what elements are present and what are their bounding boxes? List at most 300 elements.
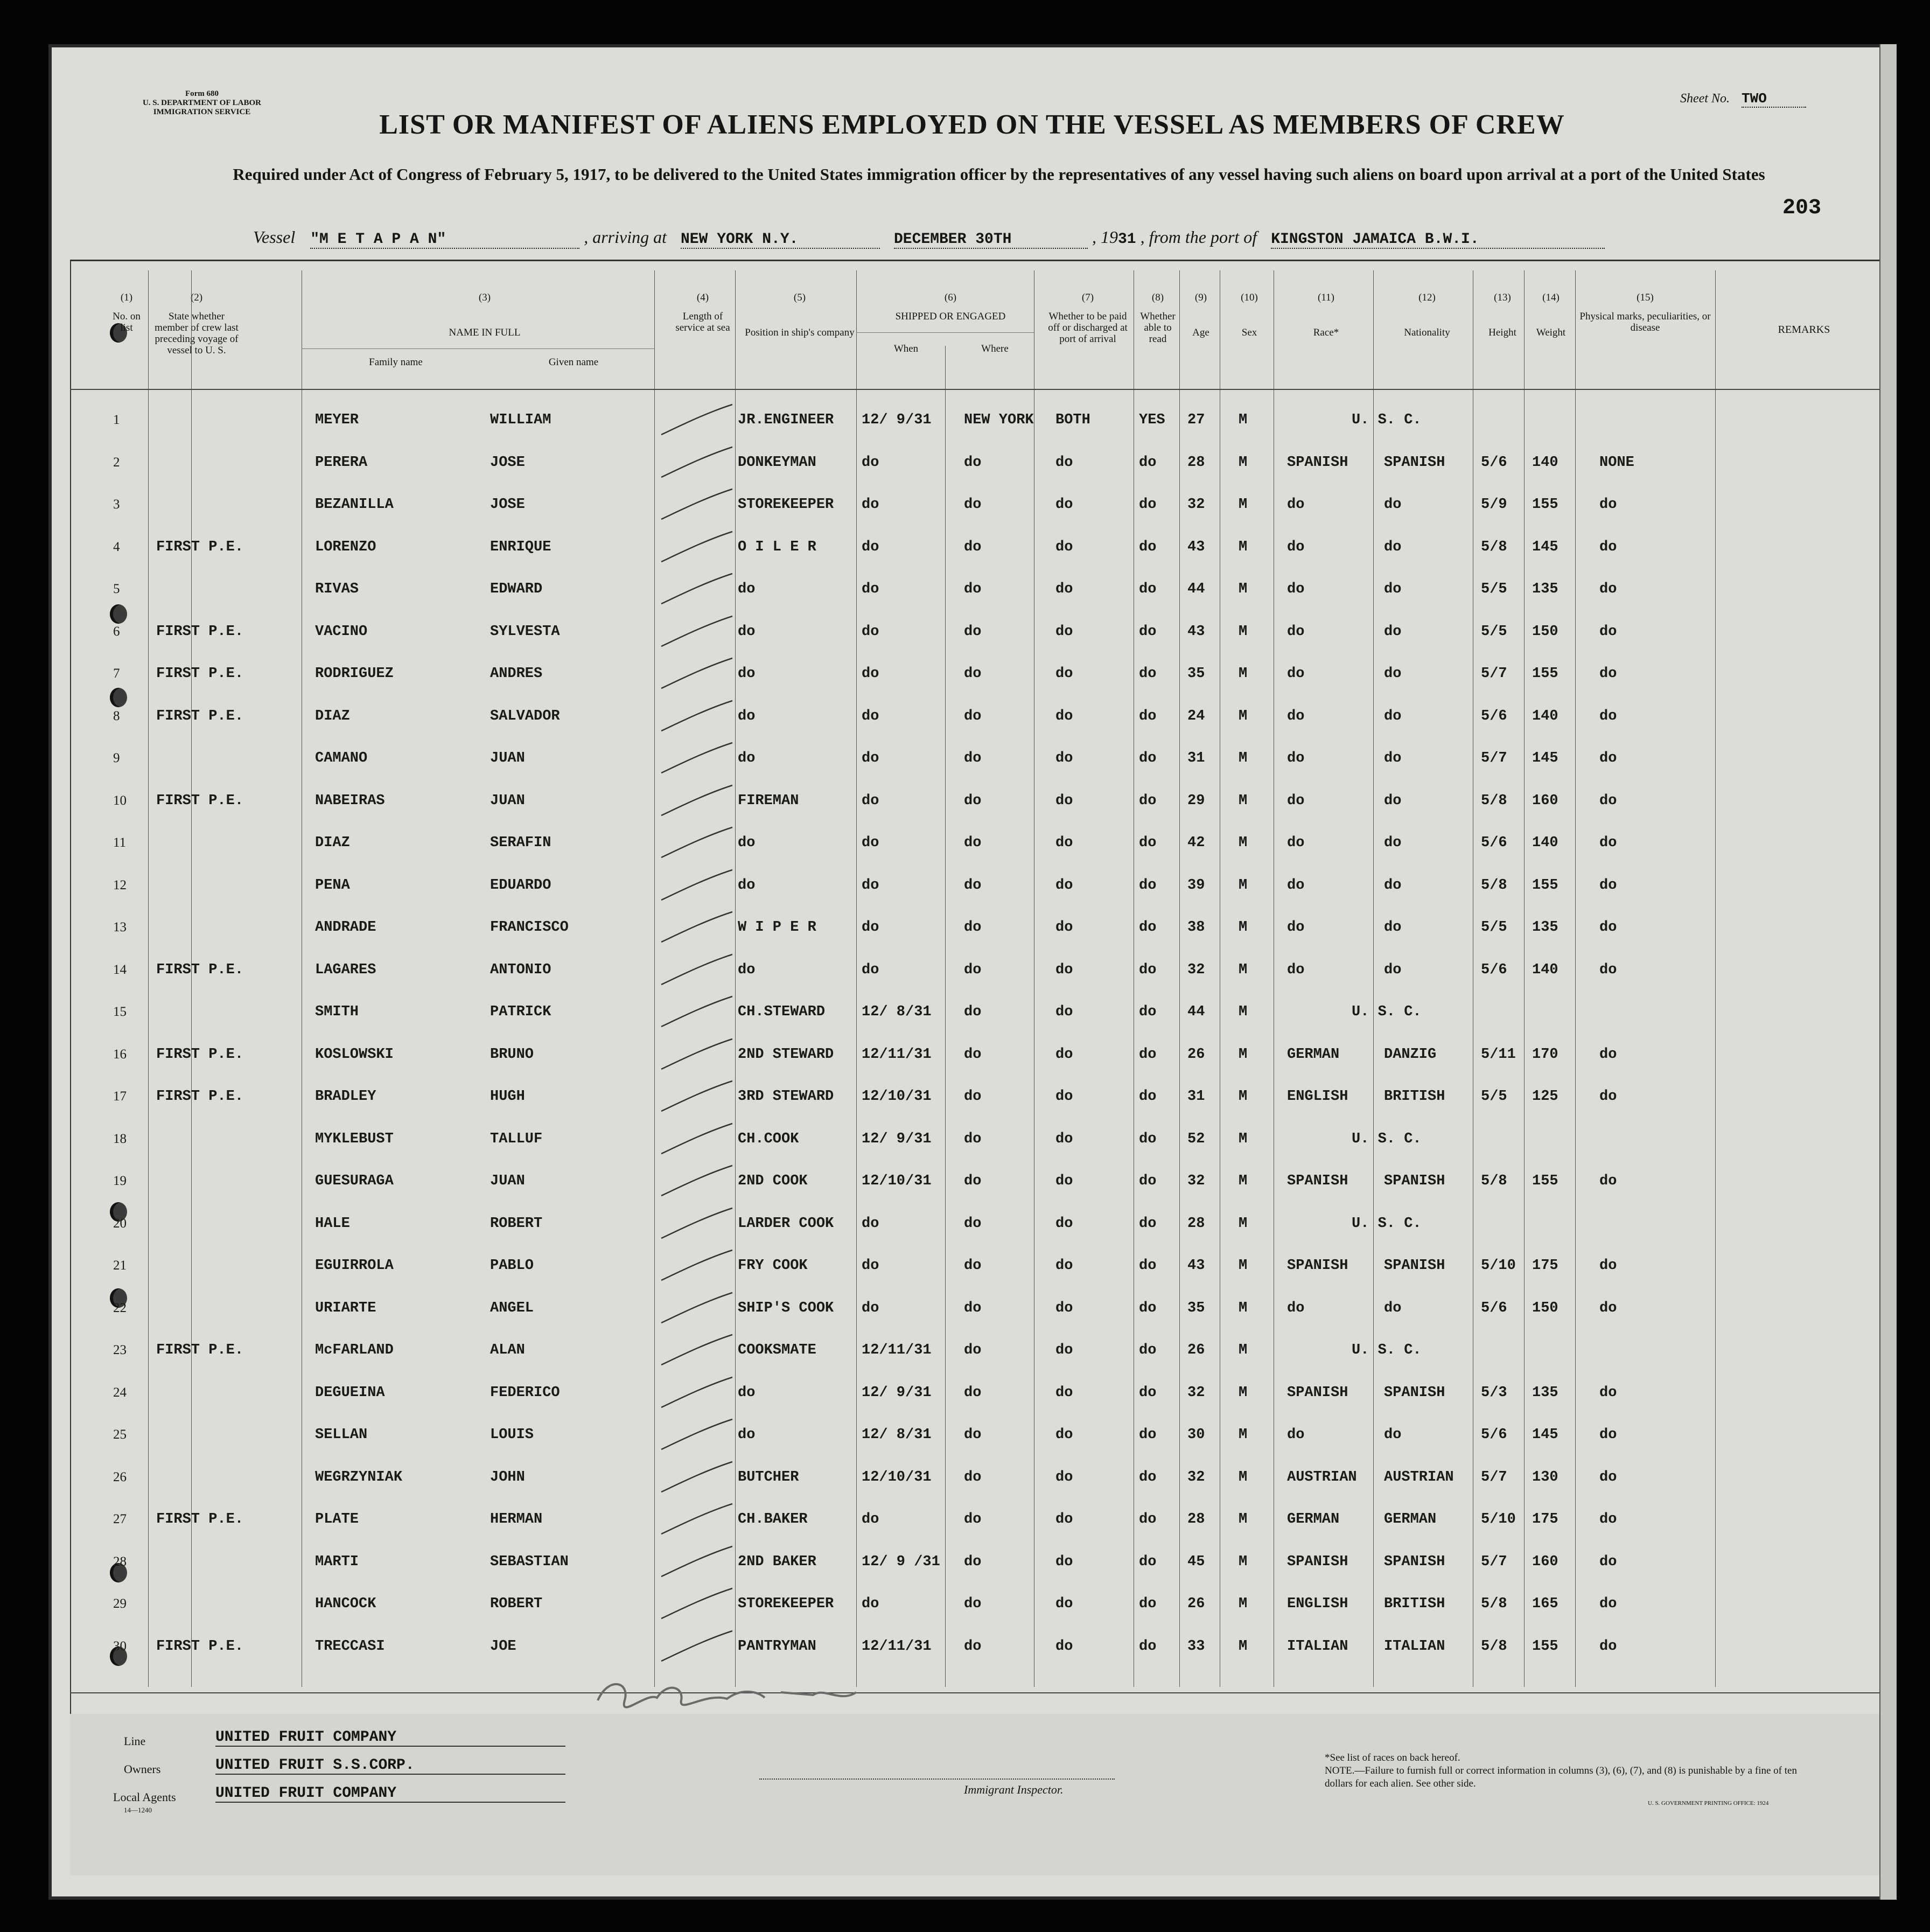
able-to-read: do xyxy=(1139,1427,1157,1443)
sex: M xyxy=(1239,1173,1248,1189)
agents-value: UNITED FRUIT COMPANY xyxy=(215,1785,565,1803)
check-mark-stroke xyxy=(657,402,738,440)
sex: M xyxy=(1239,1089,1248,1105)
check-mark-stroke xyxy=(657,656,738,694)
check-mark-stroke xyxy=(657,1460,738,1497)
weight: 175 xyxy=(1532,1258,1558,1274)
given-name: ANGEL xyxy=(490,1300,534,1316)
able-to-read: do xyxy=(1139,581,1157,597)
col-label: Length of service at sea xyxy=(675,311,730,333)
previous-voyage: FIRST P.E. xyxy=(156,1089,244,1105)
able-to-read: do xyxy=(1139,877,1157,894)
family-name: SELLAN xyxy=(315,1427,368,1443)
sex: M xyxy=(1239,1342,1248,1358)
sex: M xyxy=(1239,1553,1248,1570)
col-label: Height xyxy=(1488,327,1516,338)
physical-marks: do xyxy=(1599,961,1617,978)
weight: 140 xyxy=(1532,835,1558,851)
row-number: 7 xyxy=(113,666,120,681)
race: U. S. C. xyxy=(1352,1004,1422,1020)
age: 44 xyxy=(1187,1004,1205,1020)
able-to-read: do xyxy=(1139,454,1157,471)
table-row xyxy=(48,1248,1928,1289)
col-marks-header xyxy=(1578,292,1712,333)
height: 5/8 xyxy=(1481,877,1507,894)
sex: M xyxy=(1239,497,1248,513)
given-name: JUAN xyxy=(490,1173,525,1189)
shipped-where: NEW YORK xyxy=(964,412,1034,428)
race: do xyxy=(1287,666,1305,682)
paid-off: do xyxy=(1055,497,1073,513)
shipped-where: do xyxy=(964,1427,982,1443)
shipped-where: do xyxy=(964,1342,982,1358)
age: 27 xyxy=(1187,412,1205,428)
age: 26 xyxy=(1187,1596,1205,1612)
age: 43 xyxy=(1187,539,1205,555)
given-name: JOHN xyxy=(490,1469,525,1485)
col-label: Weight xyxy=(1536,327,1566,338)
age: 43 xyxy=(1187,623,1205,640)
weight: 155 xyxy=(1532,1638,1558,1655)
row-number: 6 xyxy=(113,624,120,639)
col-number: (1) xyxy=(120,292,133,303)
position: LARDER COOK xyxy=(738,1215,834,1232)
col-service-header xyxy=(668,292,738,333)
family-name: HALE xyxy=(315,1215,350,1232)
weight: 130 xyxy=(1532,1469,1558,1485)
physical-marks: do xyxy=(1599,1553,1617,1570)
age: 32 xyxy=(1187,961,1205,978)
height: 5/8 xyxy=(1481,539,1507,555)
check-mark-stroke xyxy=(657,571,738,609)
race: GERMAN xyxy=(1287,1046,1340,1063)
nationality: do xyxy=(1384,1300,1402,1316)
check-mark-stroke xyxy=(657,1417,738,1455)
sex: M xyxy=(1239,1427,1248,1443)
height: 5/8 xyxy=(1481,1173,1507,1189)
line-row xyxy=(124,1724,662,1752)
paid-off: do xyxy=(1055,666,1073,682)
col-number: (10) xyxy=(1241,292,1258,303)
given-name: FEDERICO xyxy=(490,1384,560,1401)
position: STOREKEEPER xyxy=(738,497,834,513)
family-name: RIVAS xyxy=(315,581,359,597)
paid-off: do xyxy=(1055,1553,1073,1570)
position: 3RD STEWARD xyxy=(738,1089,834,1105)
shipped-where: do xyxy=(964,1173,982,1189)
row-number: 8 xyxy=(113,708,120,723)
sex: M xyxy=(1239,835,1248,851)
sheet-label: Sheet No. xyxy=(1680,92,1730,106)
family-name: PENA xyxy=(315,877,350,894)
previous-voyage: FIRST P.E. xyxy=(156,623,244,640)
physical-marks: do xyxy=(1599,1046,1617,1063)
shipped-where: do xyxy=(964,1553,982,1570)
race: SPANISH xyxy=(1287,1173,1348,1189)
able-to-read: do xyxy=(1139,1046,1157,1063)
race: do xyxy=(1287,1300,1305,1316)
shipped-when: do xyxy=(862,454,879,471)
weight: 145 xyxy=(1532,1427,1558,1443)
position: do xyxy=(738,835,756,851)
col-remarks-header: REMARKS xyxy=(1778,324,1830,336)
sex: M xyxy=(1239,961,1248,978)
paid-off: do xyxy=(1055,581,1073,597)
sex: M xyxy=(1239,1596,1248,1612)
check-mark-stroke xyxy=(657,1375,738,1413)
line-label: Line xyxy=(124,1734,146,1748)
age: 52 xyxy=(1187,1131,1205,1147)
paid-off: do xyxy=(1055,1258,1073,1274)
age: 26 xyxy=(1187,1046,1205,1063)
able-to-read: do xyxy=(1139,1300,1157,1316)
col-number: (5) xyxy=(793,292,806,303)
form-label: Form 680 xyxy=(185,89,219,98)
race-note: *See list of races on back hereof. xyxy=(1325,1752,1460,1763)
weight: 155 xyxy=(1532,497,1558,513)
sheet-value: TWO xyxy=(1742,90,1806,108)
table-row xyxy=(48,1121,1928,1162)
weight: 150 xyxy=(1532,1300,1558,1316)
sheet-number xyxy=(1680,90,1806,108)
col-label: Position in ship's company xyxy=(745,327,855,338)
paid-off: do xyxy=(1055,1384,1073,1401)
check-mark-stroke xyxy=(657,699,738,736)
paid-off: do xyxy=(1055,1638,1073,1655)
previous-voyage: FIRST P.E. xyxy=(156,1511,244,1528)
weight: 170 xyxy=(1532,1046,1558,1063)
nationality: do xyxy=(1384,539,1402,555)
previous-voyage: FIRST P.E. xyxy=(156,708,244,724)
family-name: HANCOCK xyxy=(315,1596,376,1612)
check-mark-stroke xyxy=(657,1163,738,1201)
table-row xyxy=(48,825,1928,866)
given-name: JOE xyxy=(490,1638,516,1655)
table-row xyxy=(48,402,1928,443)
row-number: 27 xyxy=(113,1512,127,1526)
family-name: CAMANO xyxy=(315,750,368,766)
sex: M xyxy=(1239,1300,1248,1316)
row-number: 23 xyxy=(113,1343,127,1357)
shipped-where: do xyxy=(964,666,982,682)
family-name: URIARTE xyxy=(315,1300,376,1316)
check-mark-stroke xyxy=(657,1586,738,1624)
position: 2ND COOK xyxy=(738,1173,808,1189)
shipped-when: 12/ 9 /31 xyxy=(862,1553,940,1570)
table-row xyxy=(48,994,1928,1035)
check-mark-stroke xyxy=(657,1121,738,1159)
paid-off: do xyxy=(1055,1596,1073,1612)
height: 5/7 xyxy=(1481,750,1507,766)
race: AUSTRIAN xyxy=(1287,1469,1357,1485)
given-name: JOSE xyxy=(490,454,525,471)
row-number: 16 xyxy=(113,1047,127,1062)
position: BUTCHER xyxy=(738,1469,799,1485)
from-label: , from the port of xyxy=(1140,227,1257,247)
race: U. S. C. xyxy=(1352,1131,1422,1147)
shipped-when: do xyxy=(862,539,879,555)
position: W I P E R xyxy=(738,919,816,936)
position: 2ND BAKER xyxy=(738,1553,816,1570)
col-number: (7) xyxy=(1081,292,1094,303)
physical-marks: do xyxy=(1599,1596,1617,1612)
col-where-header: Where xyxy=(981,343,1009,354)
given-name: JOSE xyxy=(490,497,525,513)
shipped-when: do xyxy=(862,581,879,597)
row-number: 29 xyxy=(113,1596,127,1611)
able-to-read: do xyxy=(1139,539,1157,555)
arrival-port: NEW YORK N.Y. xyxy=(681,231,880,249)
nationality: do xyxy=(1384,581,1402,597)
physical-marks: do xyxy=(1599,1469,1617,1485)
col-number: (2) xyxy=(190,292,203,303)
check-mark-stroke xyxy=(657,1291,738,1328)
previous-voyage: FIRST P.E. xyxy=(156,539,244,555)
position: COOKSMATE xyxy=(738,1342,816,1358)
family-name: PLATE xyxy=(315,1511,359,1528)
nationality: ITALIAN xyxy=(1384,1638,1445,1655)
able-to-read: do xyxy=(1139,1469,1157,1485)
age: 43 xyxy=(1187,1258,1205,1274)
sex: M xyxy=(1239,1469,1248,1485)
family-name: BRADLEY xyxy=(315,1089,376,1105)
check-mark-stroke xyxy=(657,868,738,905)
able-to-read: do xyxy=(1139,1131,1157,1147)
sex: M xyxy=(1239,792,1248,809)
col-number: (14) xyxy=(1542,292,1560,303)
able-to-read: do xyxy=(1139,1173,1157,1189)
page-subtitle: Required under Act of Congress of February 5, 1917, to be delivered to the United States immigration officer by the representatives of any vessel having such aliens on board upon arrival at a port of the United States xyxy=(233,165,1765,184)
age: 29 xyxy=(1187,792,1205,809)
age: 28 xyxy=(1187,1511,1205,1528)
position: CH.STEWARD xyxy=(738,1004,826,1020)
age: 28 xyxy=(1187,1215,1205,1232)
paid-off: do xyxy=(1055,623,1073,640)
paid-off: do xyxy=(1055,750,1073,766)
paid-off: do xyxy=(1055,961,1073,978)
able-to-read: do xyxy=(1139,708,1157,724)
col-label: No. on list xyxy=(113,311,141,333)
age: 33 xyxy=(1187,1638,1205,1655)
given-name: JUAN xyxy=(490,750,525,766)
family-name: BEZANILLA xyxy=(315,497,394,513)
row-number: 3 xyxy=(113,497,120,512)
able-to-read: do xyxy=(1139,1215,1157,1232)
age: 38 xyxy=(1187,919,1205,936)
family-name: VACINO xyxy=(315,623,368,640)
page-title: LIST OR MANIFEST OF ALIENS EMPLOYED ON THE VESSEL AS MEMBERS OF CREW xyxy=(379,109,1565,140)
shipped-where: do xyxy=(964,454,982,471)
family-name: LORENZO xyxy=(315,539,376,555)
race: ENGLISH xyxy=(1287,1596,1348,1612)
row-number: 15 xyxy=(113,1005,127,1019)
given-name: SEBASTIAN xyxy=(490,1553,569,1570)
col-label: State whether member of crew last preceding voyage of vessel to U. S. xyxy=(155,311,239,356)
check-mark-stroke xyxy=(657,445,738,483)
check-mark-stroke xyxy=(657,1544,738,1582)
shipped-when: 12/ 8/31 xyxy=(862,1004,932,1020)
race: SPANISH xyxy=(1287,1258,1348,1274)
race: U. S. C. xyxy=(1352,412,1422,428)
shipped-where: do xyxy=(964,1300,982,1316)
row-number: 20 xyxy=(113,1216,127,1231)
height: 5/7 xyxy=(1481,1469,1507,1485)
age: 42 xyxy=(1187,835,1205,851)
shipped-where: do xyxy=(964,1258,982,1274)
able-to-read: do xyxy=(1139,1089,1157,1105)
weight: 135 xyxy=(1532,581,1558,597)
col-number: (15) xyxy=(1637,292,1654,303)
shipped-when: 12/ 8/31 xyxy=(862,1427,932,1443)
physical-marks: do xyxy=(1599,792,1617,809)
shipped-where: do xyxy=(964,792,982,809)
nationality: SPANISH xyxy=(1384,1384,1445,1401)
nationality: do xyxy=(1384,792,1402,809)
able-to-read: do xyxy=(1139,1004,1157,1020)
table-row xyxy=(48,1502,1928,1543)
height: 5/6 xyxy=(1481,1300,1507,1316)
check-mark-stroke xyxy=(657,994,738,1032)
physical-marks: do xyxy=(1599,581,1617,597)
col-read-header xyxy=(1136,292,1179,345)
able-to-read: do xyxy=(1139,1258,1157,1274)
race: do xyxy=(1287,961,1305,978)
physical-marks: do xyxy=(1599,623,1617,640)
paid-off: do xyxy=(1055,1427,1073,1443)
shipped-when: do xyxy=(862,1215,879,1232)
height: 5/5 xyxy=(1481,581,1507,597)
race: ENGLISH xyxy=(1287,1089,1348,1105)
shipped-when: do xyxy=(862,623,879,640)
shipped-when: do xyxy=(862,1596,879,1612)
height: 5/3 xyxy=(1481,1384,1507,1401)
height: 5/7 xyxy=(1481,666,1507,682)
able-to-read: do xyxy=(1139,1553,1157,1570)
given-name: ALAN xyxy=(490,1342,525,1358)
department-label: U. S. DEPARTMENT OF LABOR xyxy=(142,99,262,107)
sex: M xyxy=(1239,623,1248,640)
paid-off: do xyxy=(1055,1469,1073,1485)
owners-value: UNITED FRUIT S.S.CORP. xyxy=(215,1757,565,1775)
able-to-read: do xyxy=(1139,497,1157,513)
height: 5/6 xyxy=(1481,835,1507,851)
table-row xyxy=(48,952,1928,993)
col-number: (13) xyxy=(1494,292,1511,303)
row-number: 13 xyxy=(113,920,127,934)
shipped-where: do xyxy=(964,539,982,555)
col-given-name-header: Given name xyxy=(548,357,599,368)
col-weight-header xyxy=(1527,292,1575,338)
line-value: UNITED FRUIT COMPANY xyxy=(215,1729,565,1747)
age: 32 xyxy=(1187,497,1205,513)
nationality: do xyxy=(1384,708,1402,724)
shipped-when: 12/ 9/31 xyxy=(862,1384,932,1401)
weight: 145 xyxy=(1532,750,1558,766)
position: do xyxy=(738,581,756,597)
age: 26 xyxy=(1187,1342,1205,1358)
manifest-page xyxy=(48,44,1896,1900)
family-name: MEYER xyxy=(315,412,359,428)
shipped-when: do xyxy=(862,666,879,682)
nationality: DANZIG xyxy=(1384,1046,1437,1063)
family-name: LAGARES xyxy=(315,961,376,978)
race: GERMAN xyxy=(1287,1511,1340,1528)
sex: M xyxy=(1239,877,1248,894)
weight: 160 xyxy=(1532,1553,1558,1570)
header-divider xyxy=(70,389,1896,390)
physical-marks: do xyxy=(1599,497,1617,513)
shipped-when: 12/11/31 xyxy=(862,1638,932,1655)
sex: M xyxy=(1239,1258,1248,1274)
given-name: HERMAN xyxy=(490,1511,543,1528)
previous-voyage: FIRST P.E. xyxy=(156,1046,244,1063)
race: do xyxy=(1287,497,1305,513)
nationality: do xyxy=(1384,877,1402,894)
physical-marks: do xyxy=(1599,1511,1617,1528)
inspector-label: Immigrant Inspector. xyxy=(964,1783,1064,1796)
age: 24 xyxy=(1187,708,1205,724)
shipped-when: do xyxy=(862,1511,879,1528)
race: do xyxy=(1287,708,1305,724)
shipped-where: do xyxy=(964,623,982,640)
physical-marks: do xyxy=(1599,1427,1617,1443)
given-name: EDWARD xyxy=(490,581,543,597)
col-prev-voyage-header xyxy=(151,292,242,356)
weight: 155 xyxy=(1532,1173,1558,1189)
paid-off: do xyxy=(1055,1173,1073,1189)
able-to-read: do xyxy=(1139,1596,1157,1612)
shipped-where: do xyxy=(964,961,982,978)
check-mark-stroke xyxy=(657,614,738,652)
departure-port: KINGSTON JAMAICA B.W.I. xyxy=(1271,231,1605,249)
paid-off: do xyxy=(1055,1046,1073,1063)
family-name: WEGRZYNIAK xyxy=(315,1469,403,1485)
col-number: (12) xyxy=(1418,292,1436,303)
row-number: 2 xyxy=(113,455,120,470)
position: do xyxy=(738,877,756,894)
given-name: ENRIQUE xyxy=(490,539,551,555)
given-name: SERAFIN xyxy=(490,835,551,851)
previous-voyage: FIRST P.E. xyxy=(156,792,244,809)
paid-off: do xyxy=(1055,1300,1073,1316)
shipped-where: do xyxy=(964,835,982,851)
family-name: GUESURAGA xyxy=(315,1173,394,1189)
col-shipped-header xyxy=(862,292,1039,322)
table-row xyxy=(48,529,1928,570)
printer-imprint: U. S. GOVERNMENT PRINTING OFFICE: 1924 xyxy=(1648,1800,1769,1807)
height: 5/5 xyxy=(1481,623,1507,640)
row-number: 4 xyxy=(113,539,120,554)
sex: M xyxy=(1239,1638,1248,1655)
table-row xyxy=(48,699,1928,740)
race: do xyxy=(1287,877,1305,894)
table-row xyxy=(48,1333,1928,1373)
nationality: SPANISH xyxy=(1384,1258,1445,1274)
physical-marks: do xyxy=(1599,666,1617,682)
age: 31 xyxy=(1187,1089,1205,1105)
family-name: DEGUEINA xyxy=(315,1384,385,1401)
check-mark-stroke xyxy=(657,825,738,863)
vessel-name: "M E T A P A N" xyxy=(310,231,579,249)
col-name-header xyxy=(302,292,668,338)
given-name: SYLVESTA xyxy=(490,623,560,640)
shipped-where: do xyxy=(964,1596,982,1612)
race: ITALIAN xyxy=(1287,1638,1348,1655)
sex: M xyxy=(1239,412,1248,428)
penalty-note: NOTE.—Failure to furnish full or correct information in columns (3), (6), (7), and (8) is punishable by a fine of ten dollars for each alien. See other side. xyxy=(1325,1765,1797,1789)
given-name: WILLIAM xyxy=(490,412,551,428)
shipped-where: do xyxy=(964,1511,982,1528)
